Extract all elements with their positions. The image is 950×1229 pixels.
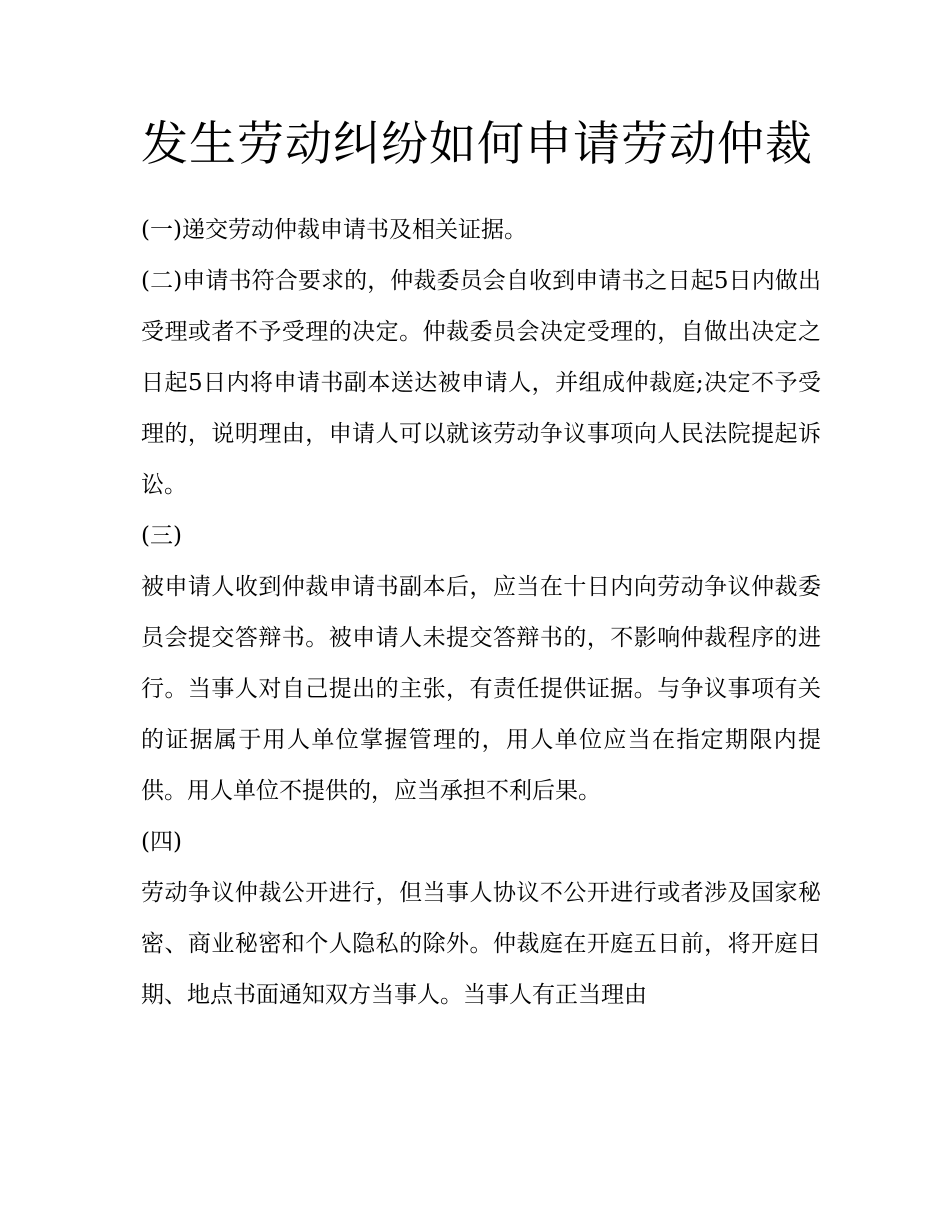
document-body bbox=[141, 106, 821, 1021]
paragraph-list bbox=[141, 205, 821, 1021]
paragraph-step-3-heading: (三) bbox=[141, 523, 182, 549]
paragraph-step-2: (二)申请书符合要求的，仲裁委员会自收到申请书之日起5日内做出受理或者不予受理的决定。仲裁委员会决定受理的，自做出决定之日起5日内将申请书副本送达被申请人，并组成仲裁庭;决定不予受理的，说明理由，申请人可以就该劳动争议事项向人民法院提起诉讼。 bbox=[141, 268, 821, 498]
paragraph-step-3-body: 被申请人收到仲裁申请书副本后，应当在十日内向劳动争议仲裁委员会提交答辩书。被申请人未提交答辩书的，不影响仲裁程序的进行。当事人对自己提出的主张，有责任提供证据。与争议事项有关的证据属于用人单位掌握管理的，用人单位应当在指定期限内提供。用人单位不提供的，应当承担不利后果。 bbox=[141, 574, 821, 804]
paragraph-step-4-heading: (四) bbox=[141, 829, 182, 855]
paragraph-step-1: (一)递交劳动仲裁申请书及相关证据。 bbox=[141, 217, 527, 243]
document-title: 发生劳动纠纷如何申请劳动仲裁 bbox=[141, 117, 813, 172]
paragraph-step-4-body: 劳动争议仲裁公开进行，但当事人协议不公开进行或者涉及国家秘密、商业秘密和个人隐私的除外。仲裁庭在开庭五日前，将开庭日期、地点书面通知双方当事人。当事人有正当理由 bbox=[141, 880, 821, 1008]
